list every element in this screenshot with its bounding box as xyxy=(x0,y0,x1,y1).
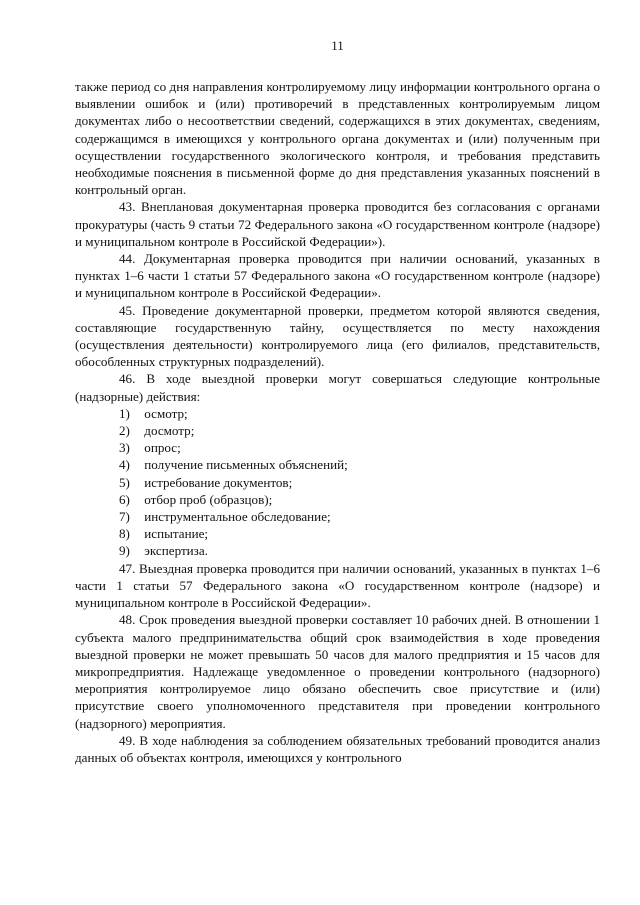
paragraph-46: 46. В ходе выездной проверки могут совершаться следующие контрольные (надзорные) действия: xyxy=(75,371,600,404)
list-item-text: истребование документов; xyxy=(144,474,293,490)
paragraph-43: 43. Внеплановая документарная проверка проводится без согласования с органами прокуратуры (часть 9 статьи 72 Федерального закона «О государственном контроле (надзоре) и муниципальном контроле в Российской Федерации»). xyxy=(75,199,600,249)
list-item-number: 7) xyxy=(119,509,130,525)
list-item-text: получение письменных объяснений; xyxy=(144,457,348,473)
list-item-text: экспертиза. xyxy=(144,543,208,559)
list-item-number: 9) xyxy=(119,543,130,559)
list-item-text: опрос; xyxy=(144,440,181,456)
list-item-text: осмотр; xyxy=(144,405,188,421)
list-item xyxy=(75,508,600,525)
list-item xyxy=(75,405,600,422)
list-item-text: инструментальное обследование; xyxy=(144,509,331,525)
list-item-text: отбор проб (образцов); xyxy=(144,491,273,507)
list-item xyxy=(75,474,600,491)
paragraph-44: 44. Документарная проверка проводится при наличии оснований, указанных в пунктах 1–6 части 1 статьи 57 Федерального закона «О государственном контроле (надзоре) и муниципальном контроле в Российской Федерации». xyxy=(75,251,600,301)
list-item-number: 3) xyxy=(119,440,130,456)
list-item-number: 5) xyxy=(119,474,130,490)
paragraph-49: 49. В ходе наблюдения за соблюдением обязательных требований проводится анализ данных об объектах контроля, имеющихся у контрольного xyxy=(75,732,600,765)
list-item-number: 8) xyxy=(119,526,130,542)
list-item-text: досмотр; xyxy=(144,423,195,439)
list-item-text: испытание; xyxy=(144,526,209,542)
paragraph-45: 45. Проведение документарной проверки, предметом которой являются сведения, составляющие государственную тайну, осуществляется по месту нахождения (осуществления деятельности) контролируемого лица (его филиалов, представительств, обособленных структурных подразделений). xyxy=(75,302,600,370)
paragraph-continuation: также период со дня направления контролируемому лицу информации контрольного органа о выявлении ошибок и (или) противоречий в представленных контролируемым лицом документах либо о несоответствии сведений, содержащихся в этих документах, сведениям, содержащимся в имеющихся у контрольного органа документах и (или) полученным при осуществлении государственного экологического контроля, и требования представить необходимые пояснения в письменной форме до дня представления указанных пояснений в контрольный орган. xyxy=(75,79,600,198)
list-item xyxy=(75,439,600,456)
paragraph-48: 48. Срок проведения выездной проверки составляет 10 рабочих дней. В отношении 1 субъекта малого предпринимательства общий срок взаимодействия в ходе проведения выездной проверки не может превышать 50 часов для малого предприятия и 15 часов для микропредприятия. Надлежаще уведомленное о проведении контрольного (надзорного) мероприятия контролируемое лицо обязано обеспечить свое присутствие и (или) присутствие своего уполномоченного представителя при проведении контрольного (надзорного) мероприятия. xyxy=(75,612,600,731)
list-item xyxy=(75,525,600,542)
list-item-number: 1) xyxy=(119,405,130,421)
page-number: 11 xyxy=(331,38,344,53)
list-item-number: 4) xyxy=(119,457,130,473)
paragraph-47: 47. Выездная проверка проводится при наличии оснований, указанных в пунктах 1–6 части 1 статьи 57 Федерального закона «О государственном контроле (надзоре) и муниципальном контроле в Российской Федерации». xyxy=(75,560,600,611)
document-body xyxy=(75,78,600,766)
list-item-number: 2) xyxy=(119,423,130,439)
list-item xyxy=(75,491,600,508)
control-actions-list xyxy=(75,405,600,560)
list-item-number: 6) xyxy=(119,491,130,507)
list-item xyxy=(75,456,600,473)
list-item xyxy=(75,542,600,559)
list-item xyxy=(75,422,600,439)
